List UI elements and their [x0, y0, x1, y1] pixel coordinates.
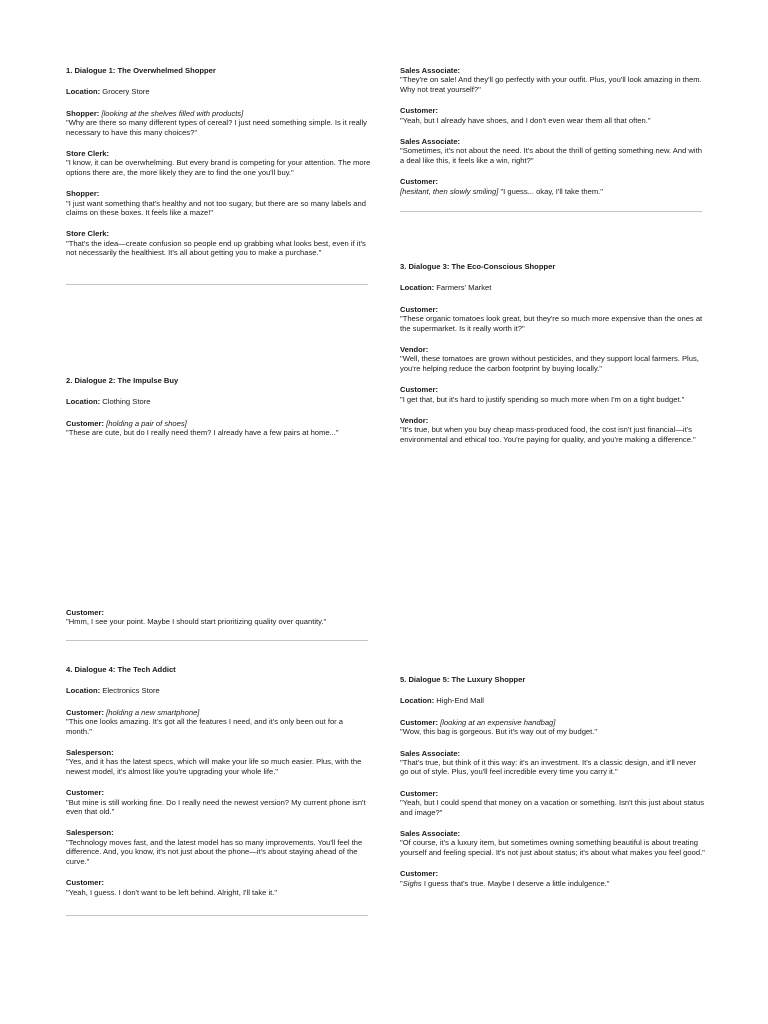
- section-divider: [66, 915, 368, 916]
- dialogue-turn: [400, 66, 705, 94]
- location-line: [400, 696, 705, 705]
- speaker-label: Salesperson:: [66, 828, 114, 838]
- speaker-label: Sales Associate:: [400, 748, 461, 758]
- speaker-label: Customer:: [400, 385, 438, 395]
- speaker-label: Customer:: [400, 869, 438, 879]
- location-line: [66, 686, 371, 695]
- speaker-label: Customer:: [66, 878, 104, 888]
- dialogue-turn: [400, 305, 705, 333]
- section-divider: [400, 211, 702, 212]
- dialogue-line: "Hmm, I see your point. Maybe I should start prioritizing quality over quantity.": [66, 617, 327, 627]
- dialogue-turn: [400, 829, 705, 857]
- dialogue-2-continued: [400, 66, 705, 196]
- speaker-label: Customer:: [400, 177, 438, 187]
- location-value: Clothing Store: [102, 397, 151, 407]
- dialogue-line: "Yeah, I guess. I don't want to be left behind. Alright, I'll take it.": [66, 887, 278, 897]
- dialogue-turn: [66, 878, 371, 897]
- dialogue-5: [400, 675, 705, 888]
- speaker-label: Vendor:: [400, 345, 429, 355]
- section-divider: [66, 284, 368, 285]
- dialogue-turn: [400, 789, 705, 817]
- speaker-label: Customer:: [66, 608, 104, 617]
- speaker-label: Sales Associate:: [400, 66, 461, 75]
- dialogue-line: "It's true, but when you buy cheap mass-produced food, the cost isn't just financial—it's environmental and ethical too. You're paying for quality, and you're making a difference.": [400, 425, 696, 444]
- location-label: Location:: [400, 696, 435, 706]
- speaker-label: Customer:: [66, 788, 104, 798]
- dialogue-turn: [66, 189, 371, 217]
- dialogue-line: "Why are there so many different types of cereal? I just need something simple. Is it really necessary to have this many choices?": [66, 118, 367, 137]
- speaker-label: Salesperson:: [66, 748, 114, 758]
- dialogue-line: "I just want something that's healthy and not too sugary, but there are so many labels and claims on these boxes. It feels like a maze!": [66, 198, 366, 218]
- location-value: Electronics Store: [102, 686, 160, 696]
- dialogue-turn: [66, 608, 371, 627]
- location-label: Location:: [400, 283, 435, 293]
- dialogue-turn: [66, 788, 371, 816]
- location-label: Location:: [66, 87, 101, 97]
- dialogue-turn: [400, 385, 705, 404]
- dialogue-line: "I know, it can be overwhelming. But every brand is competing for your attention. The more options there are, the more likely they are to find the one you'll buy.": [66, 158, 371, 177]
- dialogue-title: 2. Dialogue 2: The Impulse Buy: [66, 376, 179, 385]
- dialogue-line: "Well, these tomatoes are grown without pesticides, and they support local farmers. Plus, you're helping reduce the carbon footprint by buying locally.": [400, 354, 699, 373]
- dialogue-turn: Customer: "Sighs I guess that's true. Maybe I deserve a little indulgence.": [400, 869, 610, 888]
- speaker-label: Shopper:: [66, 189, 100, 199]
- dialogue-line: I guess that's true. Maybe I deserve a little indulgence.": [423, 878, 610, 888]
- speaker-label: Customer:: [66, 707, 104, 717]
- speaker-label: Sales Associate:: [400, 137, 461, 147]
- stage-direction: Sighs: [402, 878, 422, 888]
- dialogue-turn: [66, 229, 371, 257]
- location-value: Farmers' Market: [436, 283, 492, 293]
- dialogue-turn: [400, 177, 705, 196]
- speaker-label: Customer:: [66, 418, 104, 428]
- dialogue-turn: [400, 345, 705, 373]
- location-value: High-End Mall: [436, 696, 484, 706]
- speaker-label: Store Clerk:: [66, 149, 110, 159]
- dialogue-turn: [400, 106, 705, 125]
- speaker-label: Customer:: [400, 788, 438, 798]
- dialogue-line: "These organic tomatoes look great, but they're so much more expensive than the ones at the supermarket. Is it really worth it?": [400, 314, 703, 333]
- speaker-label: Vendor:: [400, 416, 429, 426]
- stage-direction: [holding a new smartphone]: [106, 707, 200, 717]
- speaker-label: Customer:: [400, 304, 438, 314]
- dialogue-4: [66, 665, 371, 897]
- dialogue-line: "Yeah, but I already have shoes, and I don't even wear them all that often.": [400, 115, 651, 125]
- dialogue-title: 1. Dialogue 1: The Overwhelmed Shopper: [66, 66, 216, 75]
- dialogue-2: [66, 376, 371, 438]
- dialogue-title: 5. Dialogue 5: The Luxury Shopper: [400, 675, 526, 684]
- dialogue-3-continued: [66, 608, 371, 627]
- location-line: [400, 283, 705, 292]
- dialogue-line: "But mine is still working fine. Do I really need the newest version? My current phone isn't even that old.": [66, 797, 366, 817]
- dialogue-line: "Yes, and it has the latest specs, which will make your life so much easier. Plus, with the newest model, it's almost like you're upgrading your whole life.": [66, 757, 362, 776]
- dialogue-line: "Wow, this bag is gorgeous. But it's way out of my budget.": [400, 727, 598, 737]
- dialogue-turn: [66, 109, 371, 137]
- speaker-label: Shopper:: [66, 108, 100, 118]
- dialogue-line: "Yeah, but I could spend that money on a vacation or something. Isn't this just about status and image?": [400, 798, 705, 817]
- dialogue-line: "That's the idea—create confusion so people end up grabbing what looks best, even if it's not necessarily the healthiest. It's all about getting you to make a purchase.": [66, 238, 366, 258]
- dialogue-line: "That's true, but think of it this way: it's an investment. It's a classic design, and it'll never go out of style. Plus, you'll feel incredible every time you carry it.": [400, 758, 696, 777]
- dialogue-turn: [66, 149, 371, 177]
- stage-direction: [hesitant, then slowly smiling]: [400, 186, 499, 196]
- dialogue-turn: [400, 137, 705, 165]
- dialogue-turn: [66, 708, 371, 736]
- dialogue-title: 3. Dialogue 3: The Eco-Conscious Shopper: [400, 262, 556, 271]
- dialogue-turn: [66, 828, 371, 866]
- location-label: Location:: [66, 397, 101, 407]
- stage-direction: [holding a pair of shoes]: [106, 418, 187, 428]
- dialogue-turn: [400, 718, 705, 737]
- stage-direction: [looking at an expensive handbag]: [440, 717, 556, 727]
- stage-direction: [looking at the shelves filled with products]: [101, 108, 244, 118]
- dialogue-line: "Technology moves fast, and the latest model has so many improvements. You'll feel the difference. And, you know, it's not just about the phone—it's about staying ahead of the curve.": [66, 837, 363, 866]
- speaker-label: Customer:: [400, 717, 438, 727]
- speaker-label: Customer:: [400, 106, 438, 116]
- location-line: [66, 397, 371, 406]
- dialogue-3: [400, 262, 705, 444]
- location-label: Location:: [66, 686, 101, 696]
- location-value: Grocery Store: [102, 87, 150, 97]
- dialogue-1: [66, 66, 371, 258]
- dialogue-turn: [400, 749, 705, 777]
- dialogue-turn: [66, 748, 371, 776]
- dialogue-line: "Sometimes, it's not about the need. It's about the thrill of getting something new. And with a deal like this, it feels like a win, right?": [400, 146, 702, 165]
- dialogue-line: "I get that, but it's hard to justify spending so much more when I'm on a tight budget.": [400, 394, 685, 404]
- dialogue-line: "Of course, it's a luxury item, but sometimes owning something beautiful is about treating yourself and feeling special. It's not just about status; it's about what makes you feel good.": [400, 838, 705, 857]
- dialogue-line: "They're on sale! And they'll go perfectly with your outfit. Plus, you'll look amazing in them. Why not treat yourself?": [400, 75, 702, 94]
- dialogue-line: "I guess... okay, I'll take them.": [500, 186, 603, 196]
- speaker-label: Store Clerk:: [66, 229, 110, 239]
- dialogue-turn: [66, 419, 371, 438]
- dialogue-title: 4. Dialogue 4: The Tech Addict: [66, 665, 176, 674]
- speaker-label: Sales Associate:: [400, 829, 461, 839]
- dialogue-line: "This one looks amazing. It's got all the features I need, and it's only been out for a month.": [66, 717, 344, 736]
- dialogue-line: "These are cute, but do I really need them? I already have a few pairs at home...": [66, 428, 339, 438]
- section-divider: [66, 640, 368, 641]
- location-line: [66, 87, 371, 96]
- dialogue-turn: [400, 416, 705, 444]
